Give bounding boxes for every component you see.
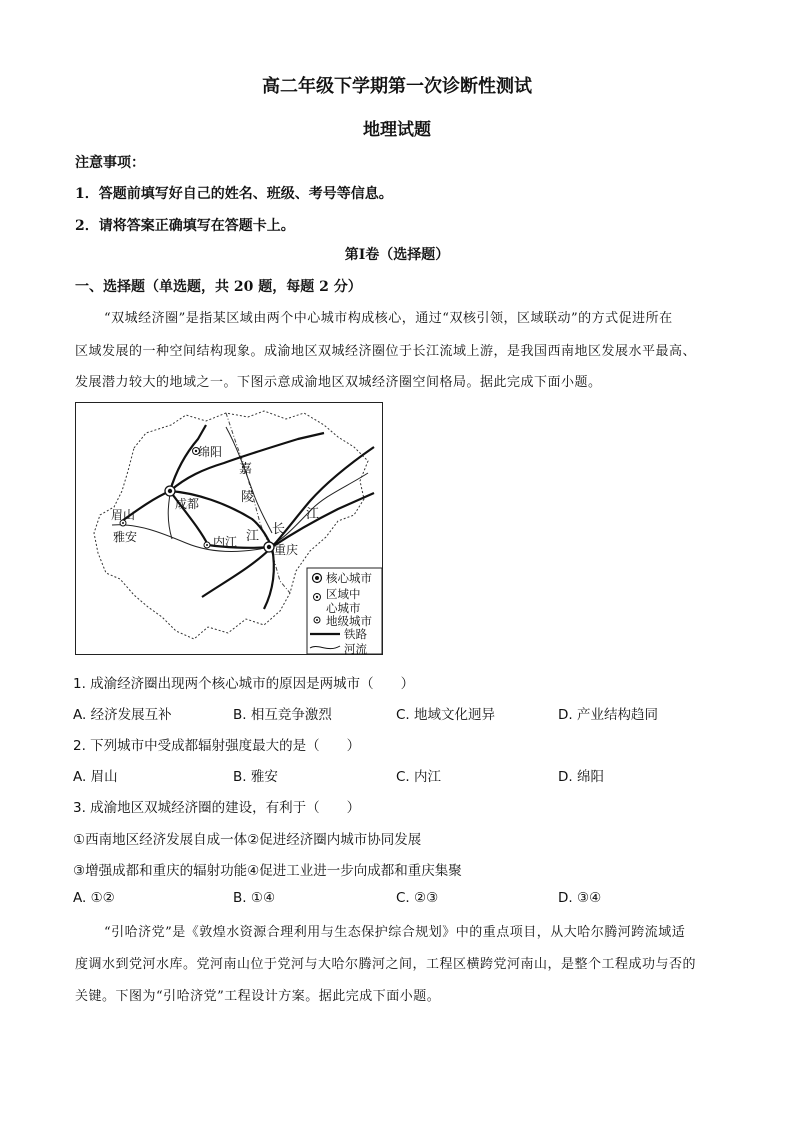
legend-railway-label: 铁路 (344, 627, 367, 641)
question-1-option-b[interactable]: B. 相互竞争激烈 (233, 707, 332, 723)
city-neijiang (204, 542, 210, 548)
question-1-stem: 1. 成渝经济圈出现两个核心城市的原因是两城市（ ） (73, 676, 415, 692)
passage1-line-3: 发展潜力较大的地域之一。下图示意成渝地区双城经济圈空间格局。据此完成下面小题。 (75, 375, 602, 390)
core-city-chengdu (165, 486, 175, 496)
label-yaan: 雅安 (113, 530, 138, 544)
legend-regional-label-2: 心城市 (326, 601, 361, 615)
label-ling: 陵 (241, 490, 255, 505)
question-1-option-a[interactable]: A. 经济发展互补 (73, 707, 172, 723)
legend-prefecture-symbol (314, 617, 320, 623)
label-meishan: 眉山 (111, 508, 136, 522)
label-chengdu: 成都 (175, 497, 200, 511)
label-jiang-2: 江 (246, 529, 260, 544)
label-mianyang: 绵阳 (198, 445, 223, 459)
question-3-option-b[interactable]: B. ①④ (233, 890, 276, 906)
legend-core-label: 核心城市 (326, 571, 372, 585)
notice-heading: 注意事项： (75, 155, 145, 171)
legend-regional-label-1: 区域中 (326, 587, 361, 601)
province-boundary (226, 413, 290, 593)
question-1-option-c[interactable]: C. 地域文化迥异 (396, 707, 496, 723)
page-subtitle: 地理试题 (363, 120, 431, 140)
label-jia: 嘉 (239, 462, 253, 477)
section-title: 一、选择题（单选题，共 20 题，每题 2 分） (75, 279, 362, 295)
question-3-option-a[interactable]: A. ①② (73, 890, 115, 906)
legend-regional-symbol (314, 594, 321, 601)
notice-item-2: 2．请将答案正确填写在答题卡上。 (75, 218, 295, 234)
passage1-line-1: “双城经济圈”是指某区域由两个中心城市构成核心，通过“双核引领，区域联动”的方式促进所在 (104, 311, 673, 326)
question-2-option-c[interactable]: C. 内江 (396, 769, 442, 785)
volume-title: 第Ⅰ卷（选择题） (344, 247, 450, 263)
label-chang: 长 (272, 522, 286, 537)
core-city-chongqing (264, 542, 274, 552)
passage2-line-2: 度调水到党河水库。党河南山位于党河与大哈尔腾河之间，工程区横跨党河南山，是整个工程成功与否的 (75, 957, 697, 972)
question-1-option-d[interactable]: D. 产业结构趋同 (558, 707, 658, 723)
question-3-option-c[interactable]: C. ②③ (396, 890, 439, 906)
legend-river-label: 河流 (344, 642, 367, 656)
question-2-option-a[interactable]: A. 眉山 (73, 769, 118, 785)
label-chongqing: 重庆 (274, 543, 299, 557)
question-2-stem: 2. 下列城市中受成都辐射强度最大的是（ ） (73, 738, 361, 754)
legend-core-symbol (313, 574, 322, 583)
question-2-option-b[interactable]: B. 雅安 (233, 769, 278, 785)
notice-item-1: 1．答题前填写好自己的姓名、班级、考号等信息。 (75, 186, 393, 202)
page-title: 高二年级下学期第一次诊断性测试 (262, 76, 532, 97)
chengyu-map (75, 402, 383, 655)
question-3-statement-1: ①西南地区经济发展自成一体②促进经济圈内城市协同发展 (73, 832, 422, 848)
passage2-line-1: “引哈济党”是《敦煌水资源合理利用与生态保护综合规划》中的重点项目，从大哈尔腾河跨流域适 (104, 925, 686, 940)
passage2-line-3: 关键。下图为“引哈济党”工程设计方案。据此完成下面小题。 (75, 989, 441, 1004)
question-3-stem: 3. 成渝地区双城经济圈的建设，有利于（ ） (73, 800, 361, 816)
question-3-option-d[interactable]: D. ③④ (558, 890, 602, 906)
question-2-option-d[interactable]: D. 绵阳 (558, 769, 604, 785)
question-3-statement-2: ③增强成都和重庆的辐射功能④促进工业进一步向成都和重庆集聚 (73, 863, 462, 879)
legend-prefecture-label: 地级城市 (326, 614, 372, 628)
label-jiang-3: 江 (306, 507, 320, 522)
passage1-line-2: 区域发展的一种空间结构现象。成渝地区双城经济圈位于长江流域上游，是我国西南地区发展水平最高、 (75, 344, 697, 359)
label-neijiang: 内江 (213, 535, 238, 549)
